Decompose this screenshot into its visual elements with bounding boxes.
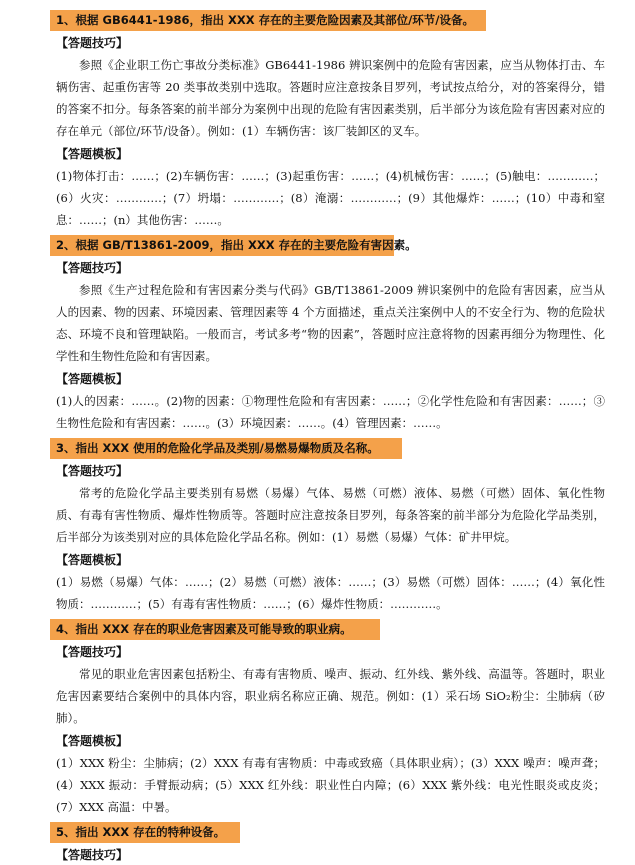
section-1-tips-text: 参照《企业职工伤亡事故分类标准》GB6441-1986 辨识案例中的危险有害因素，应当从物体打击、车辆伤害、起重伤害等 20 类事故类别中选取。答题时应注意按条目罗列，考试按点给分，对的答案得分，错的答案不扣分。每条答案的前半部分为案例中出现的危险有害因素类别，后半部分为该危险有害因素对应的存在单元（部位/环节/设备）。例如：(1）车辆伤害：该厂装卸区的叉车。	[56, 58, 605, 138]
section-1-tips-label: 【答题技巧】	[56, 36, 129, 50]
section-2-tips-text: 参照《生产过程危险和有害因素分类与代码》GB/T13861-2009 辨识案例中的危险有害因素，应当从人的因素、物的因素、环境因素、管理因素等 4 个方面描述，重点关注案例中人的不安全行为、物的危险状态、环境不良和管理缺陷。一般而言，考试多考“物的因素”，答题时应注意将物的因素再细分为物理性、化学性和生物性危险和有害因素。	[56, 283, 605, 363]
section-2-template-label: 【答题模板】	[56, 372, 129, 386]
section-2-heading: 2、根据 GB/T13861-2009，指出 XXX 存在的主要危险有害因素。	[50, 235, 635, 256]
section-4-template-label: 【答题模板】	[56, 734, 129, 748]
section-2-template-text: (1)人的因素：……。(2)物的因素：①物理性危险和有害因素：……；②化学性危险和有害因素：……；③生物性危险和有害因素：……。(3）环境因素：……。(4）管理因素：……。	[56, 394, 605, 430]
section-4-template-text: (1）XXX 粉尘：尘肺病；(2）XXX 有毒有害物质：中毒或致癌（具体职业病）；(3）XXX 噪声：噪声聋；(4）XXX 振动：手臂振动病；(5）XXX 红外线：职业性白内障；(6）XXX 紫外线：电光性眼炎或皮炎；(7）XXX 高温：中暑。	[56, 756, 605, 814]
section-4-tips-text: 常见的职业危害因素包括粉尘、有毒有害物质、噪声、振动、红外线、紫外线、高温等。答题时，职业危害因素要结合案例中的具体内容，职业病名称应正确、规范。例如：(1）采石场 SiO₂粉尘：尘肺病（矽肺）。	[56, 667, 605, 725]
section-1-template-text: (1)物体打击：……；(2)车辆伤害：……；(3)起重伤害：……；(4)机械伤害：……；(5)触电：…………；(6）火灾：…………；(7）坍塌：…………；(8）淹溺：…………；(9）其他爆炸：……；(10）中毒和窒息：……；(n）其他伤害：……。	[56, 169, 605, 227]
section-3-tips-label: 【答题技巧】	[56, 464, 129, 478]
section-5-heading: 5、指出 XXX 存在的特种设备。	[50, 822, 635, 843]
section-5-tips-label: 【答题技巧】	[56, 848, 129, 862]
section-2-tips-label: 【答题技巧】	[56, 261, 129, 275]
section-3-template-text: (1）易燃（易爆）气体：……；(2）易燃（可燃）液体：……；(3）易燃（可燃）固体：……；(4）氧化性物质：…………；(5）有毒有害性物质：……；(6）爆炸性物质：…………。	[56, 575, 605, 611]
section-3-template-label: 【答题模板】	[56, 553, 129, 567]
section-4-tips-label: 【答题技巧】	[56, 645, 129, 659]
section-3-tips-text: 常考的危险化学品主要类别有易燃（易爆）气体、易燃（可燃）液体、易燃（可燃）固体、氧化性物质、有毒有害性物质、爆炸性物质等。答题时应注意按条目罗列，每条答案的前半部分为危险化学品类别，后半部分为该类别对应的具体危险化学品名称。例如：(1）易燃（易爆）气体：矿井甲烷。	[56, 486, 605, 544]
section-4-heading: 4、指出 XXX 存在的职业危害因素及可能导致的职业病。	[50, 619, 635, 640]
section-3-heading: 3、指出 XXX 使用的危险化学品及类别/易燃易爆物质及名称。	[50, 438, 635, 459]
section-1-template-label: 【答题模板】	[56, 147, 129, 161]
section-1-heading: 1、根据 GB6441-1986，指出 XXX 存在的主要危险因素及其部位/环节/设备。	[50, 10, 635, 31]
